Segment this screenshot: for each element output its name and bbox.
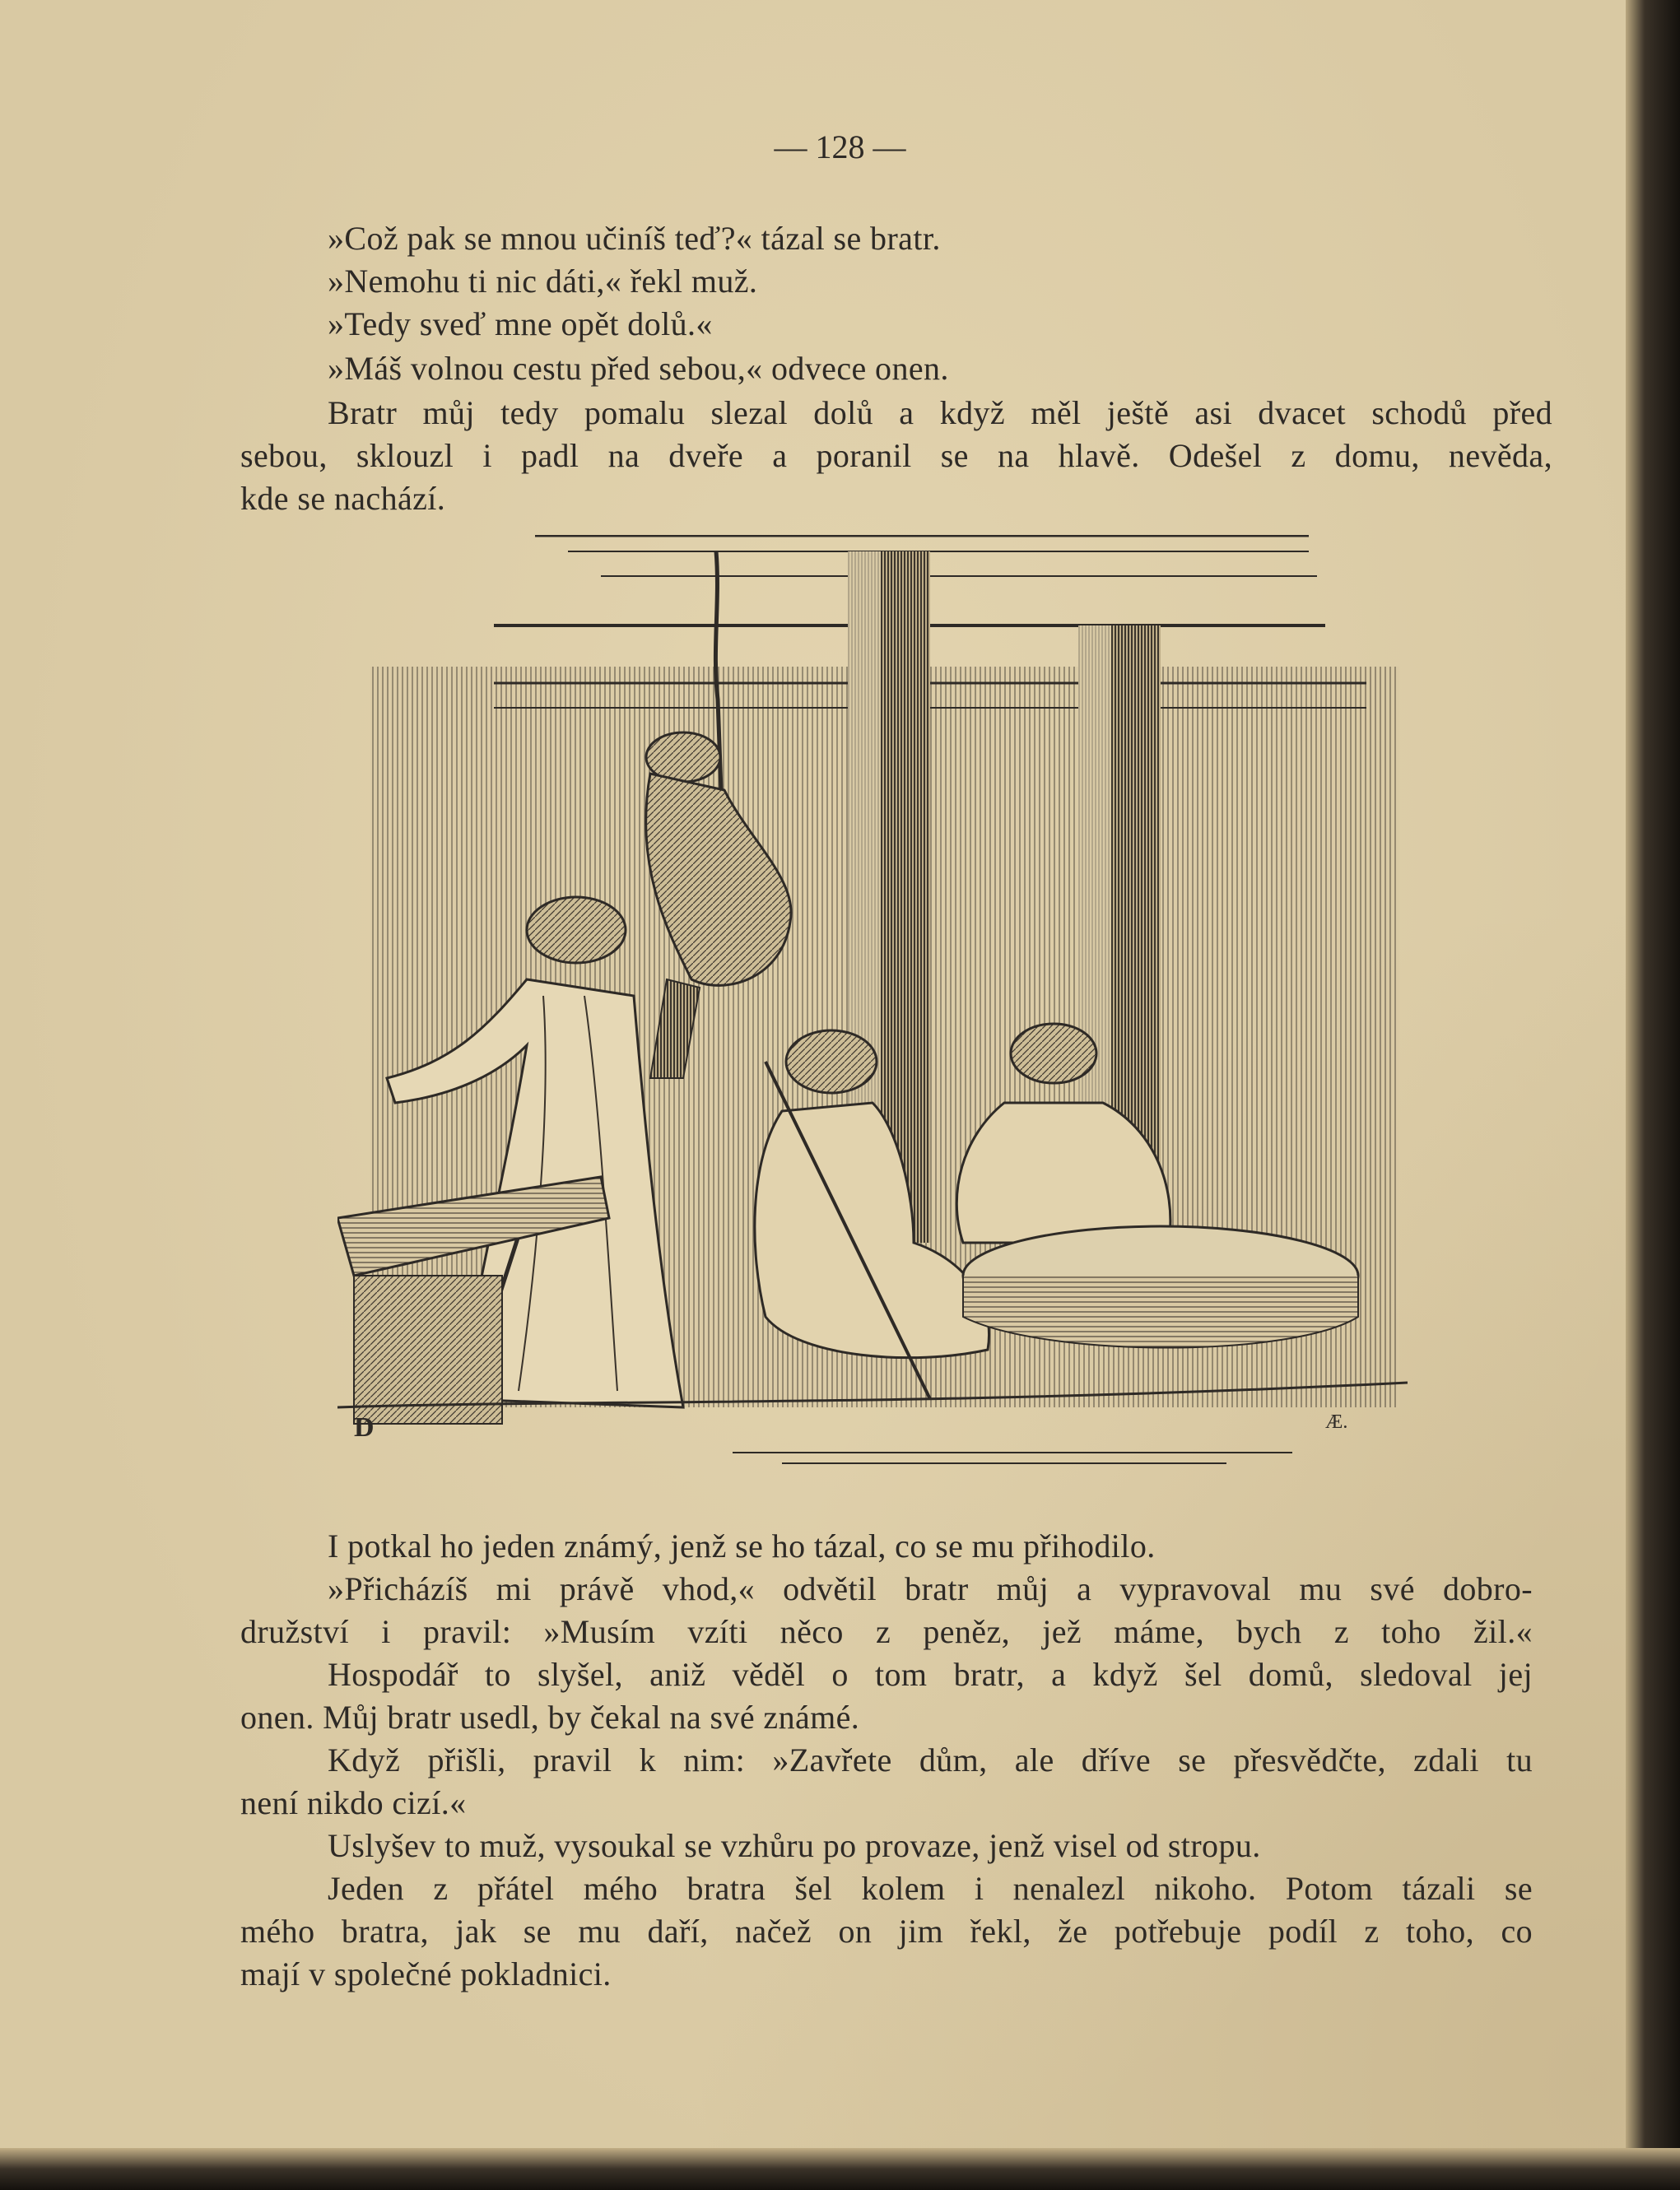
text-line: Bratr můj tedy pomalu slezal dolů a když měl ještě asi dvacet schodů před — [328, 394, 1552, 431]
text-line: »Přicházíš mi právě vhod,« odvětil bratr můj a vypravoval mu své dobro- — [328, 1570, 1533, 1607]
text-line: »Tedy sveď mne opět dolů.« — [328, 305, 713, 342]
text-line: mého bratra, jak se mu daří, načež on jim řekl, že potřebuje podíl z toho, co — [240, 1913, 1533, 1950]
engraving-illustration — [337, 535, 1432, 1469]
text-line: mají v společné pokladnici. — [240, 1955, 612, 1992]
page-edge-shadow — [1626, 0, 1680, 2190]
text-line: není nikdo cizí.« — [240, 1784, 467, 1821]
text-line: družství i pravil: »Musím vzíti něco z peněz, jež máme, bych z toho žil.« — [240, 1613, 1533, 1650]
monogram-right: Æ. — [1325, 1411, 1348, 1433]
text-line: Jeden z přátel mého bratra šel kolem i nenalezl nikoho. Potom tázali se — [328, 1870, 1533, 1907]
page-bottom-shadow — [0, 2148, 1680, 2190]
text-line: Když přišli, pravil k nim: »Zavřete dům, ale dříve se přesvědčte, zdali tu — [328, 1741, 1533, 1779]
text-line: »Což pak se mnou učiníš teď?« tázal se bratr. — [328, 220, 941, 257]
monogram-left: D — [354, 1412, 375, 1443]
text-line: »Nemohu ti nic dáti,« řekl muž. — [328, 263, 758, 300]
text-line: onen. Můj bratr usedl, by čekal na své známé. — [240, 1699, 860, 1736]
text-line: Uslyšev to muž, vysoukal se vzhůru po provaze, jenž visel od stropu. — [328, 1827, 1261, 1864]
text-line: kde se nachází. — [240, 480, 446, 517]
text-line: Hospodář to slyšel, aniž věděl o tom bratr, a když šel domů, sledoval jej — [328, 1656, 1533, 1693]
text-line: »Máš volnou cestu před sebou,« odvece onen. — [328, 350, 949, 387]
page-number: — 128 — — [774, 128, 906, 165]
text-line: sebou, sklouzl i padl na dveře a poranil se na hlavě. Odešel z domu, nevěda, — [240, 437, 1552, 474]
text-line: I potkal ho jeden známý, jenž se ho tázal, co se mu přihodilo. — [328, 1527, 1156, 1565]
